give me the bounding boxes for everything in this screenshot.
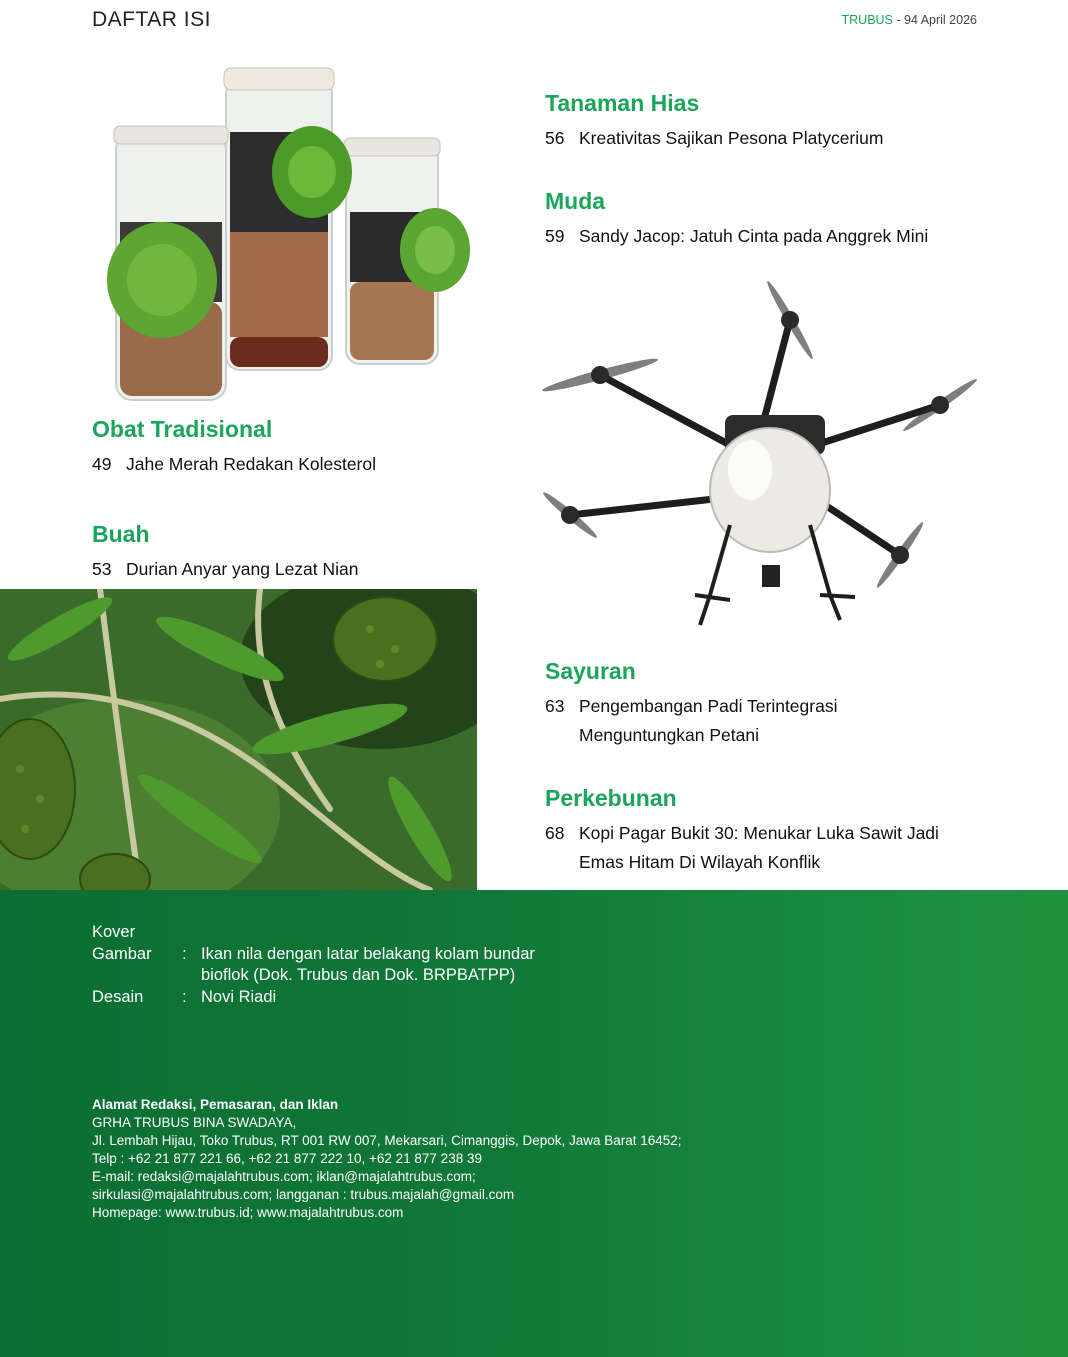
toc-page-number: 56 (545, 128, 565, 148)
terrarium-jars-image (100, 62, 480, 407)
toc-page-number: 59 (545, 226, 565, 246)
section-title-muda: Muda (545, 188, 606, 214)
drone-image (530, 265, 990, 645)
toc-entry[interactable] (545, 819, 939, 877)
toc-entry-title: Durian Anyar yang Lezat Nian (126, 559, 359, 579)
address-line: Jl. Lembah Hijau, Toko Trubus, RT 001 RW 007, Mekarsari, Cimanggis, Depok, Jawa Barat 16452; (92, 1133, 682, 1148)
cover-label: Desain (92, 987, 144, 1006)
cover-colon: : (182, 987, 187, 1006)
toc-entry-title: Kopi Pagar Bukit 30: Menukar Luka Sawit Jadi (579, 823, 939, 843)
toc-page-number: 68 (545, 823, 565, 843)
toc-entry-title-cont: Menguntungkan Petani (579, 725, 759, 745)
homepage-line[interactable]: Homepage: www.trubus.id; www.majalahtrubus.com (92, 1205, 404, 1220)
cover-heading: Kover (92, 923, 136, 941)
cover-value-line: bioflok (Dok. Trubus dan Dok. BRPBATPP) (201, 966, 516, 984)
toc-entry[interactable] (545, 222, 928, 251)
durian-tree-image (0, 589, 477, 890)
email-line[interactable]: sirkulasi@majalahtrubus.com; langganan : trubus.majalah@gmail.com (92, 1187, 515, 1202)
section-title-sayuran: Sayuran (545, 658, 636, 684)
phone-line: Telp : +62 21 877 221 66, +62 21 877 222 10, +62 21 877 238 39 (92, 1151, 482, 1166)
issue-info (842, 13, 978, 27)
toc-entry[interactable] (92, 450, 376, 479)
toc-entry[interactable] (545, 124, 883, 153)
address-heading: Alamat Redaksi, Pemasaran, dan Iklan (92, 1097, 339, 1112)
toc-entry-title-cont: Emas Hitam Di Wilayah Konflik (579, 852, 821, 872)
toc-page-number: 49 (92, 454, 112, 474)
section-title-buah: Buah (92, 521, 150, 547)
cover-colon: : (182, 944, 187, 963)
section-title-obat-tradisional: Obat Tradisional (92, 416, 273, 442)
toc-entry-title: Sandy Jacop: Jatuh Cinta pada Anggrek Mini (579, 226, 929, 246)
cover-row-desain (92, 987, 561, 1009)
email-line[interactable]: E-mail: redaksi@majalahtrubus.com; iklan@majalahtrubus.com; (92, 1169, 476, 1184)
toc-entry[interactable] (92, 555, 359, 584)
cover-label: Gambar (92, 944, 152, 963)
cover-value: Novi Riadi (201, 987, 277, 1006)
toc-entry-title: Pengembangan Padi Terintegrasi (579, 696, 838, 716)
toc-entry-title: Jahe Merah Redakan Kolesterol (126, 454, 377, 474)
editorial-address (92, 1096, 682, 1222)
toc-page-number: 53 (92, 559, 112, 579)
toc-entry-title: Kreativitas Sajikan Pesona Platycerium (579, 128, 884, 148)
address-line: GRHA TRUBUS BINA SWADAYA, (92, 1115, 297, 1130)
cover-row-gambar (92, 944, 561, 987)
section-title-perkebunan: Perkebunan (545, 785, 677, 811)
cover-value-line: Ikan nila dengan latar belakang kolam bundar (201, 944, 535, 963)
brand-name: TRUBUS (841, 13, 893, 27)
toc-page-number: 63 (545, 696, 565, 716)
issue-date: - 94 April 2026 (892, 13, 977, 27)
section-title-tanaman-hias: Tanaman Hias (545, 90, 700, 116)
cover-value (201, 944, 561, 987)
page-title: DAFTAR ISI (92, 8, 211, 31)
toc-entry[interactable] (545, 692, 837, 750)
cover-credits (92, 922, 561, 1008)
